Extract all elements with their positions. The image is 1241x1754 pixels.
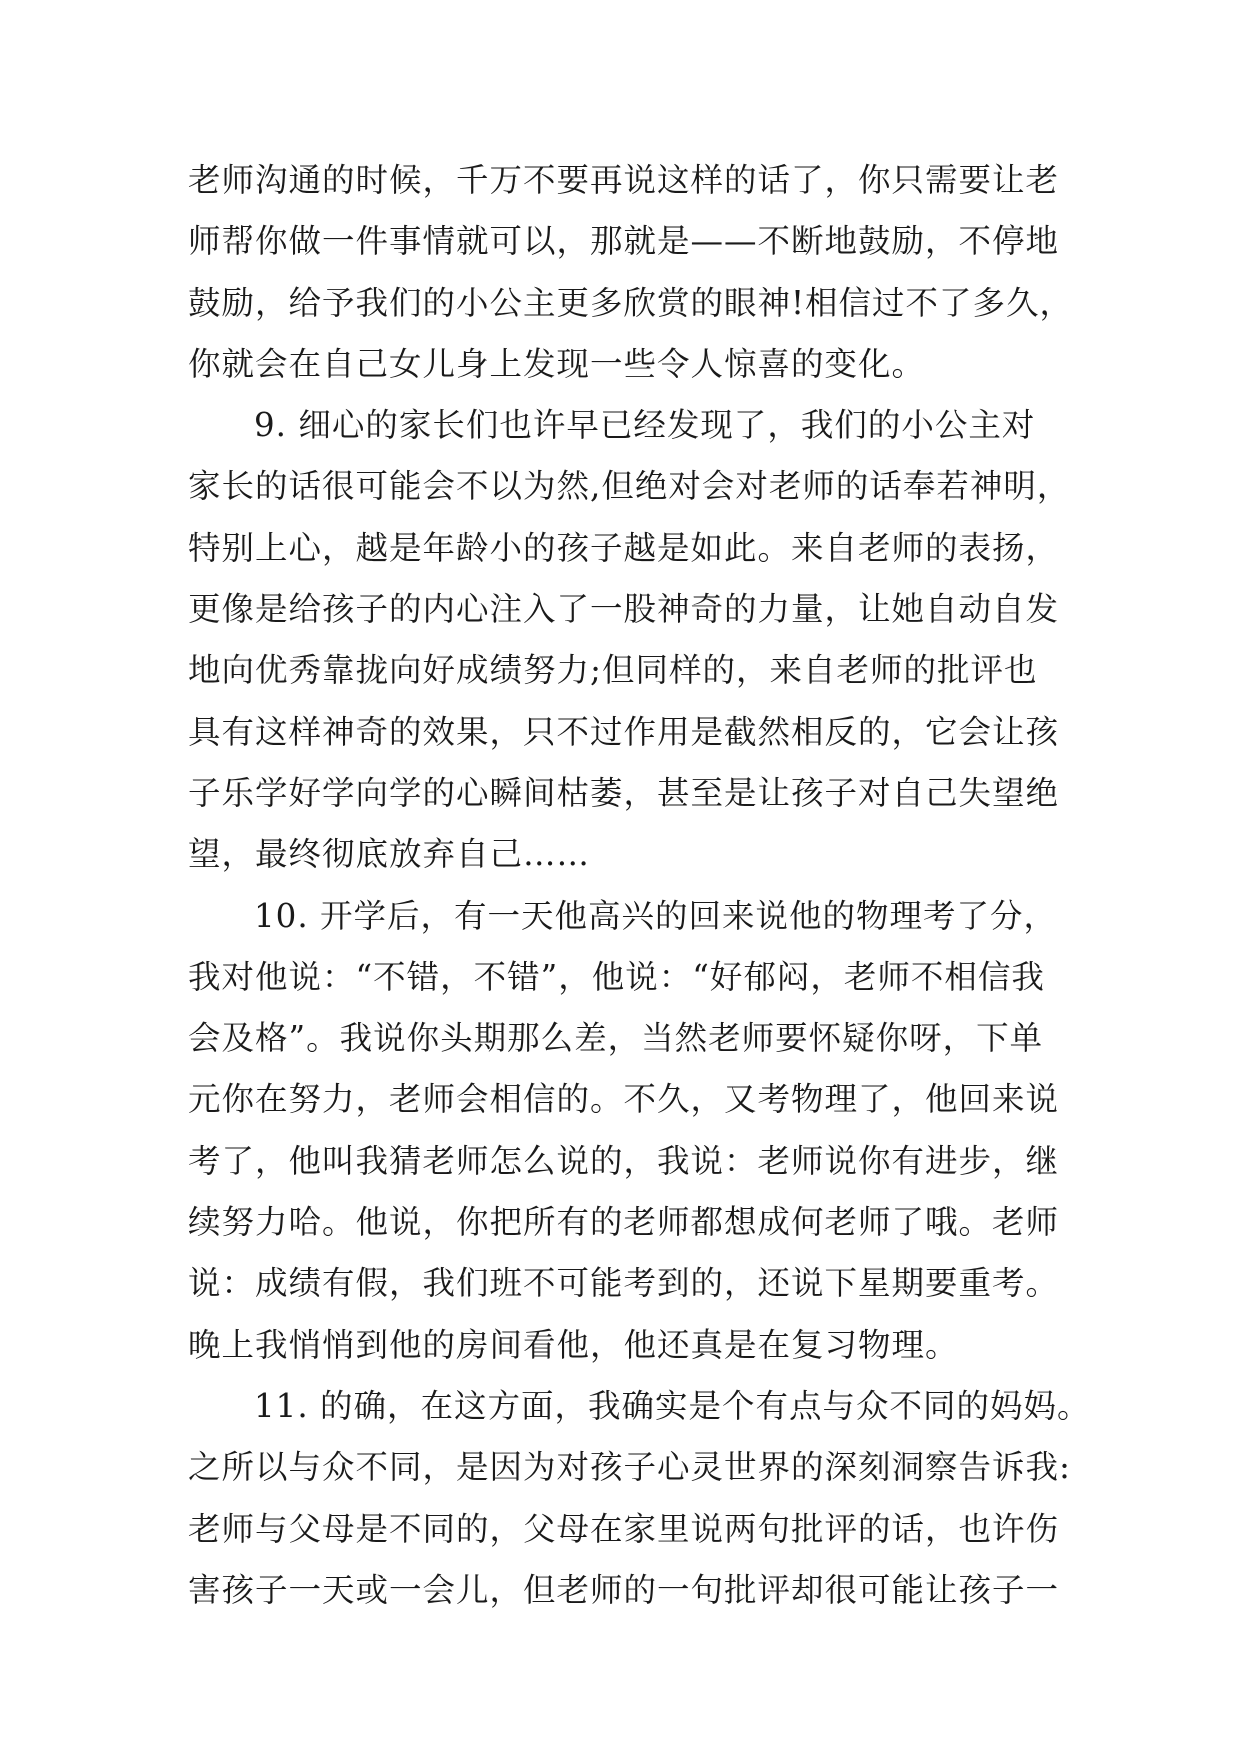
text-line: 师帮你做一件事情就可以，那就是——不断地鼓励，不停地 xyxy=(188,222,1060,261)
text-line: 说：成绩有假，我们班不可能考到的，还说下星期要重考。 xyxy=(188,1264,1060,1303)
text-line: 地向优秀靠拢向好成绩努力;但同样的，来自老师的批评也 xyxy=(188,651,1038,690)
text-line: 你就会在自己女儿身上发现一些令人惊喜的变化。 xyxy=(188,344,926,383)
text-line: 考了，他叫我猜老师怎么说的，我说：老师说你有进步，继 xyxy=(188,1141,1060,1180)
text-line: 更像是给孩子的内心注入了一股神奇的力量，让她自动自发 xyxy=(188,590,1060,629)
paragraph-10-first-line: 10. 开学后，有一天他高兴的回来说他的物理考了分， xyxy=(254,896,1058,935)
text-line: 晚上我悄悄到他的房间看他，他还真是在复习物理。 xyxy=(188,1325,959,1364)
text-line: 续努力哈。他说，你把所有的老师都想成何老师了哦。老师 xyxy=(188,1203,1060,1242)
text-line: 老师沟通的时候，千万不要再说这样的话了，你只需要让老 xyxy=(188,161,1060,199)
text-line: 具有这样神奇的效果，只不过作用是截然相反的，它会让孩 xyxy=(188,712,1060,751)
text-line: 子乐学好学向学的心瞬间枯萎，甚至是让孩子对自己失望绝 xyxy=(188,773,1060,812)
text-line: 元你在努力，老师会相信的。不久，又考物理了，他回来说 xyxy=(188,1080,1060,1119)
text-line: 望，最终彻底放弃自己…… xyxy=(188,835,591,874)
text-line: 特别上心，越是年龄小的孩子越是如此。来自老师的表扬， xyxy=(188,528,1060,567)
text-line: 之所以与众不同，是因为对孩子心灵世界的深刻洞察告诉我: xyxy=(188,1448,1071,1487)
text-line: 家长的话很可能会不以为然,但绝对会对老师的话奉若神明， xyxy=(188,467,1071,506)
text-line: 老师与父母是不同的，父母在家里说两句批评的话，也许伤 xyxy=(188,1509,1060,1548)
text-line: 鼓励，给予我们的小公主更多欣赏的眼神!相信过不了多久， xyxy=(188,283,1074,322)
paragraph-11-first-line: 11. 的确，在这方面，我确实是个有点与众不同的妈妈。 xyxy=(254,1386,1091,1425)
body-text xyxy=(188,150,1091,1621)
text-line: 我对他说：“不错，不错”，他说：“好郁闷，老师不相信我 xyxy=(188,957,1045,996)
paragraph-9-first-line: 9. 细心的家长们也许早已经发现了，我们的小公主对 xyxy=(254,406,1036,445)
text-line: 会及格”。我说你头期那么差，当然老师要怀疑你呀，下单 xyxy=(188,1019,1044,1058)
text-line: 害孩子一天或一会儿，但老师的一句批评却很可能让孩子一 xyxy=(188,1570,1060,1609)
